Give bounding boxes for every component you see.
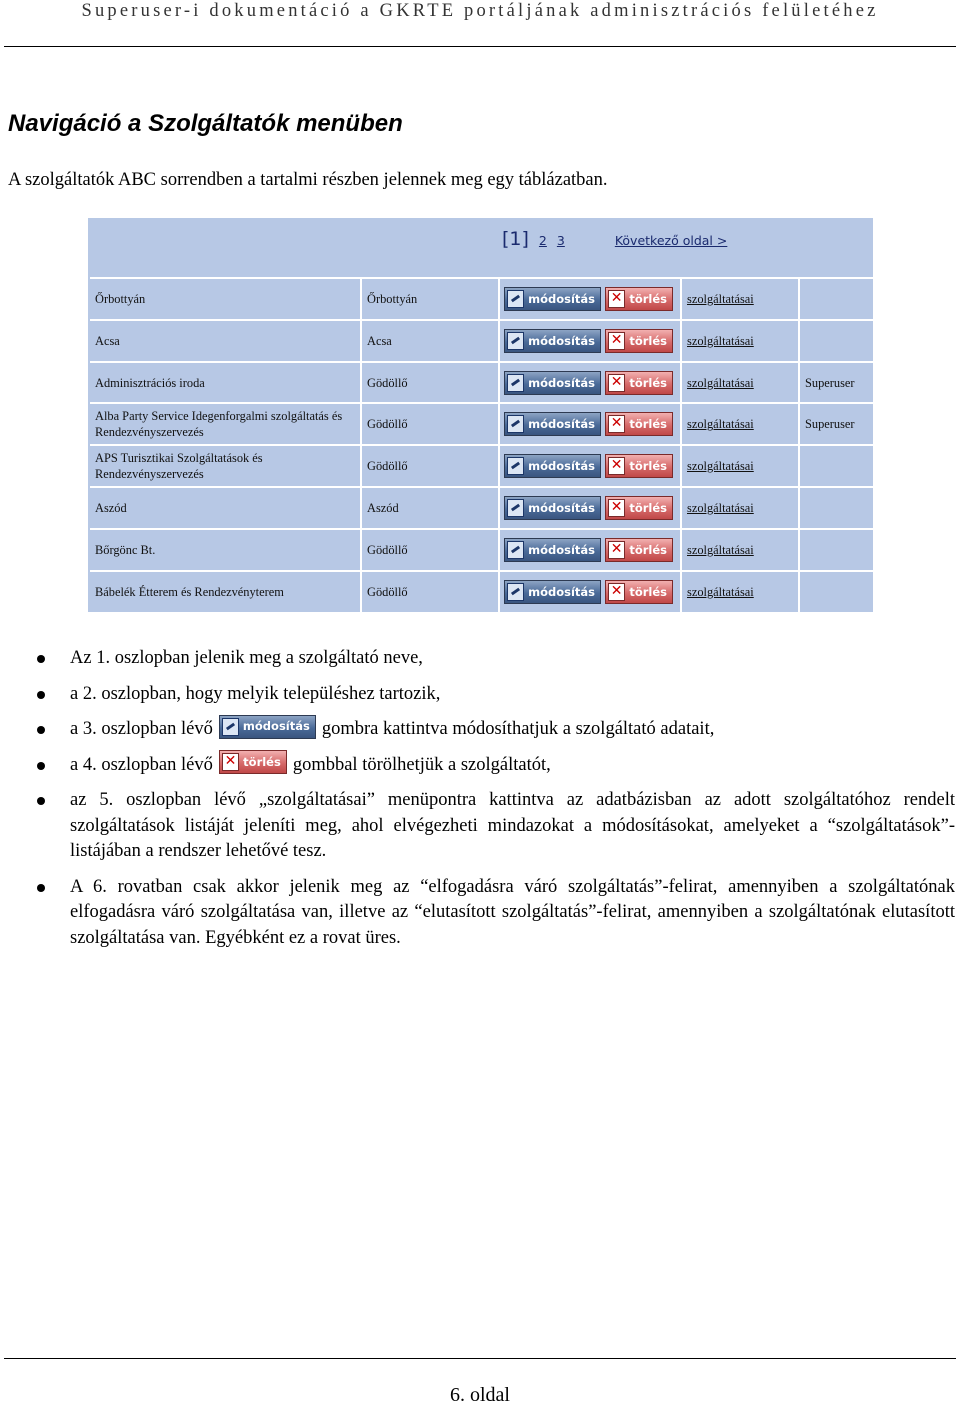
modify-button[interactable] [504,329,601,353]
provider-name: Bábelék Étterem és Rendezvényterem [95,584,284,599]
table-row [90,361,873,403]
modify-button[interactable] [504,287,601,311]
modify-label: módosítás [528,333,595,348]
delete-button[interactable] [605,580,673,604]
edit-icon [222,718,239,736]
modify-label: módosítás [528,501,595,515]
edit-icon [507,499,524,517]
provider-name: Adminisztrációs iroda [95,375,205,390]
action-buttons [498,530,680,570]
edit-icon [507,583,524,601]
list-item-text: gombbal törölhetjük a szolgáltatót, [292,754,551,775]
provider-name: Acsa [95,333,120,348]
modify-button[interactable] [504,538,601,562]
delete-button[interactable] [605,538,673,562]
delete-button[interactable] [605,496,673,520]
table-row [90,444,873,486]
delete-icon: ✕ [608,290,625,308]
delete-button-example [219,750,287,774]
status-label [798,530,873,570]
list-item [0,875,955,952]
edit-icon [507,457,524,475]
modify-label: módosítás [528,542,595,557]
delete-icon: ✕ [608,457,625,475]
delete-button[interactable] [605,287,673,311]
provider-town: Gödöllő [360,404,496,444]
modify-label: módosítás [528,584,595,599]
table-row [90,528,873,570]
delete-button[interactable] [605,371,673,395]
action-buttons [498,572,680,612]
services-link[interactable]: szolgáltatásai [680,404,798,444]
services-link[interactable]: szolgáltatásai [680,488,798,528]
footer-divider [4,1358,956,1359]
list-item-text: a 2. oszlopban, hogy melyik településhez tartozik, [70,683,441,704]
status-label [798,488,873,528]
next-page-link[interactable]: Következő oldal > [614,233,728,248]
action-buttons [498,363,680,403]
provider-town: Gödöllő [360,363,496,403]
provider-town: Gödöllő [360,446,496,486]
delete-label: törlés [629,459,667,474]
delete-label: törlés [629,417,667,432]
list-item-text: a 3. oszlopban lévő [70,719,213,739]
provider-name: APS Turisztikai Szolgáltatások és Rendezvényszervezés [95,451,263,482]
modify-label: módosítás [528,459,595,474]
list-item [0,682,955,708]
delete-icon: ✕ [608,499,625,517]
delete-icon: ✕ [608,374,625,392]
provider-name: Alba Party Service Idegenforgalmi szolgáltatás és Rendezvényszervezés [95,409,343,440]
modify-label: módosítás [528,292,595,306]
edit-icon [507,415,524,433]
delete-icon: ✕ [608,541,625,559]
delete-icon: ✕ [608,583,625,601]
modify-button[interactable] [504,496,601,520]
edit-icon [507,290,524,308]
delete-label: törlés [629,292,667,306]
delete-button[interactable] [605,412,673,436]
services-link[interactable]: szolgáltatásai [680,530,798,570]
delete-icon: ✕ [222,753,239,771]
services-link[interactable]: szolgáltatásai [680,279,798,319]
status-label [798,446,873,486]
list-item-text: gombra kattintva módosíthatjuk a szolgáltató adatait, [321,719,715,739]
action-buttons [498,488,680,528]
modify-button[interactable] [504,412,601,436]
status-label [798,572,873,612]
pagination [502,228,727,254]
page-number: 6. oldal [450,1384,510,1406]
services-link[interactable]: szolgáltatásai [680,572,798,612]
services-link[interactable]: szolgáltatásai [680,321,798,361]
modify-button-example [219,715,316,739]
list-item-text: Az 1. oszlopban jelenik meg a szolgáltató neve, [70,648,423,668]
delete-label: törlés [243,754,281,769]
services-link[interactable]: szolgáltatásai [680,363,798,403]
list-item [0,788,955,865]
action-buttons [498,446,680,486]
delete-label: törlés [629,542,667,557]
modify-label: módosítás [528,417,595,432]
page-link-2[interactable]: 2 [538,233,547,248]
status-label: Superuser [798,404,873,444]
provider-name: Aszód [95,501,127,515]
delete-label: törlés [629,501,667,515]
modify-button[interactable] [504,580,601,604]
provider-name: Őrbottyán [95,292,146,306]
status-label: Superuser [798,363,873,403]
list-item [0,753,955,779]
delete-icon: ✕ [608,332,625,350]
status-label [798,279,873,319]
delete-button[interactable] [605,329,673,353]
services-link[interactable]: szolgáltatásai [680,446,798,486]
edit-icon [507,541,524,559]
list-item [0,717,955,743]
provider-town: Őrbottyán [360,279,496,319]
page-link-3[interactable]: 3 [556,233,565,248]
provider-town: Acsa [360,321,496,361]
delete-icon: ✕ [608,415,625,433]
action-buttons [498,279,680,319]
list-item-text: a 4. oszlopban lévő [70,754,213,775]
explanation-list [0,646,955,961]
edit-icon [507,374,524,392]
delete-label: törlés [629,333,667,348]
provider-town: Aszód [360,488,496,528]
provider-name: Bőrgönc Bt. [95,542,156,557]
list-item [0,646,955,672]
section-title: Navigáció a Szolgáltatók menüben [8,110,403,137]
document-header: Superuser-i dokumentáció a GKRTE portáljának adminisztrációs felületéhez [81,1,879,21]
edit-icon [507,332,524,350]
intro-paragraph: A szolgáltatók ABC sorrendben a tartalmi részben jelennek meg egy táblázatban. [8,170,608,190]
header-divider [4,46,956,47]
modify-button[interactable] [504,454,601,478]
action-buttons [498,404,680,444]
action-buttons [498,321,680,361]
delete-button[interactable] [605,454,673,478]
current-page: [1] [502,228,529,250]
delete-label: törlés [629,375,667,390]
table-row [90,319,873,361]
delete-label: törlés [629,584,667,599]
modify-button[interactable] [504,371,601,395]
status-label [798,321,873,361]
modify-label: módosítás [242,719,310,733]
table-row [90,486,873,528]
table-row [90,277,873,319]
table-row [90,570,873,612]
table-row [90,402,873,444]
list-item-text: A 6. rovatban csak akkor jelenik meg az “elfogadásra váró szolgáltatás”-felirat, amennyiben a szolgáltatónak elfogadásra váró szolgáltatása van, illetve az “elutasított szolgáltatás”-felirat, amennyiben a szolgáltatónak elutasított szolgáltatása van. Egyébként ez a rovat üres. [70,876,955,948]
list-item-text: az 5. oszlopban lévő „szolgáltatásai” menüpontra kattintva az adatbázisban az adott szolgáltatóhoz rendelt szolgáltatások listáját jeleníti meg, ahol elvégezheti mindazokat a módosításokat, amelyeket a “szolgáltatások”-listájában a rendszer lehetővé tesz. [70,790,955,861]
modify-label: módosítás [528,375,595,390]
provider-town: Gödöllő [360,530,496,570]
provider-town: Gödöllő [360,572,496,612]
